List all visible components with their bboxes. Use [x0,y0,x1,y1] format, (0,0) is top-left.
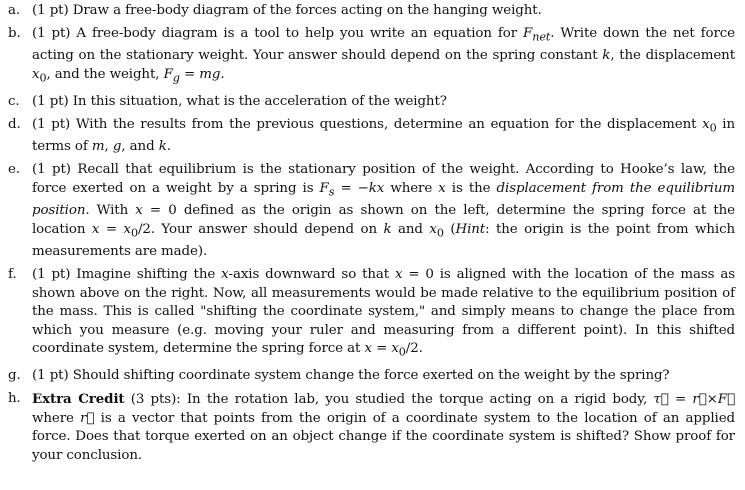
problem-letter: b. [8,26,21,42]
problem-text: (1 pt) With the results from the previous questions, determine an equation for the displacement $x_0$ in terms of m, g, and k. [32,116,735,155]
problem-text: (1 pt) Recall that equilibrium is the stationary position of the weight. According to Hooke’s law, the force exerted on a weight by a spring is $F_s = -kx$ where x is the displacement from the equilibrium position. With x = 0 defined as the origin as shown on the left, determine the spring force at the location $x = x_0/2$. Your answer should depend on k and $x_0$ (Hint: the origin is the point from which measurements are made). [32,162,736,259]
problem-text: Extra Credit (3 pts): In the rotation lab, you studied the torque acting on a rigid body, τ⃗ = r⃗×F⃗ where r⃗ is a vector that points from the origin of a coordinate system to the location of an applied force. Does that torque exerted on an object change if the coordinate system is shifted? Show proof for your conclusion. [32,391,736,463]
problem-item-d [8,116,735,157]
problem-item-a [8,2,735,21]
problem-letter: h. [8,391,21,407]
problem-item-g [8,367,735,386]
problem-letter: d. [8,116,21,132]
problem-item-b [8,25,735,88]
problem-letter: e. [8,162,20,178]
problem-item-c [8,93,735,112]
problem-item-e [8,161,735,261]
problem-letter: a. [8,3,21,18]
problem-letter: g. [8,368,21,384]
problem-letter: c. [8,93,20,109]
problem-text: (1 pt) A free-body diagram is a tool to help you write an equation for $F_{net}$. Write down the net force acting on the stationary weight. Your answer should depend on the spring constant k, the displacement $x_0$, and the weight, $F_g$ = mg. [32,26,735,85]
problem-item-f [8,266,735,363]
problem-item-h [8,390,735,465]
problem-text: (1 pt) Should shifting coordinate system change the force exerted on the weight by the spring? [32,368,670,384]
problem-text: (1 pt) In this situation, what is the acceleration of the weight? [32,93,447,109]
problem-letter: f. [8,266,17,282]
problem-text: (1 pt) Draw a free-body diagram of the forces acting on the hanging weight. [32,3,542,18]
problem-list [8,2,735,466]
problem-text: (1 pt) Imagine shifting the x-axis downward so that x = 0 is aligned with the location of the mass as shown above on the right. Now, all measurements would be made relative to the equilibrium position of the mass. This is called "shifting the coordinate system," and simply means to change the place from which you measure (e.g. moving your ruler and measuring from a different point). In this shifted coordinate system, determine the spring force at $x = x_0/2$. [32,266,735,360]
